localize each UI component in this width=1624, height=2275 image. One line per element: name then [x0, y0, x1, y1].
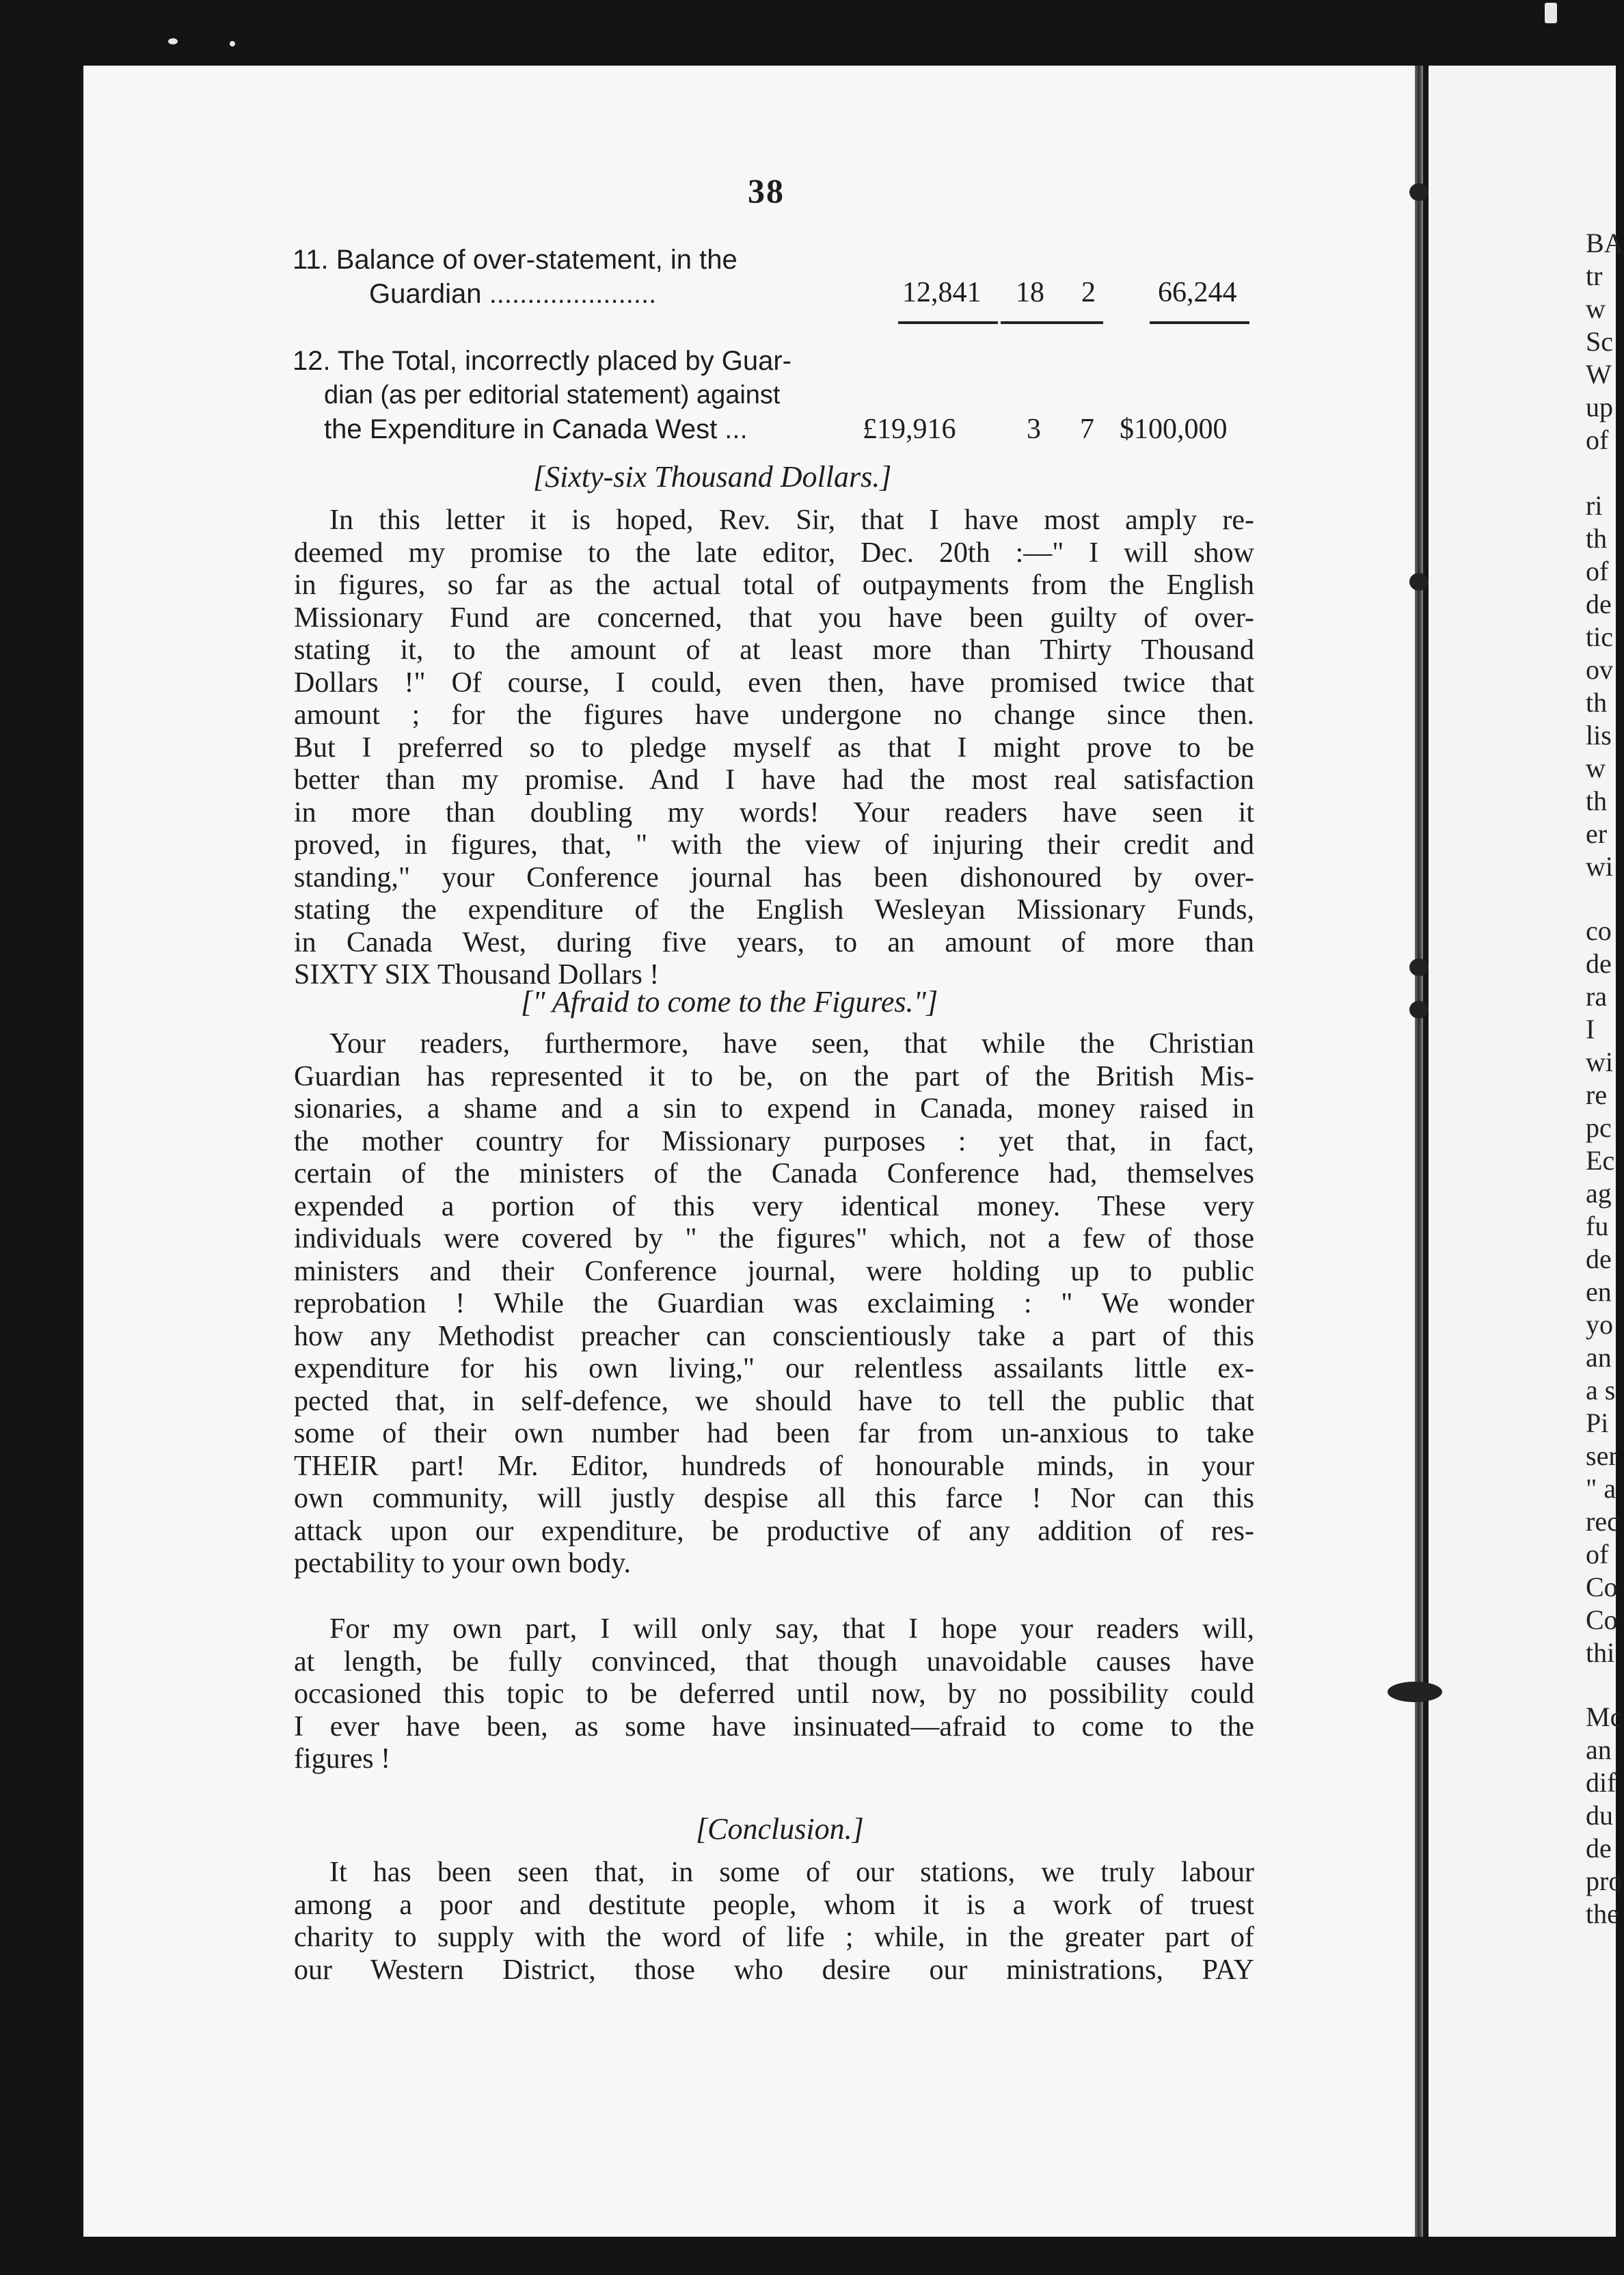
facing-page-fragment: tr: [1586, 260, 1603, 291]
text-line: some of their own number had been far from un-anxious to take: [294, 1418, 1254, 1449]
text-line: In this letter it is hoped, Rev. Sir, that I have most amply re-: [329, 504, 1254, 536]
facing-page-fragment: en: [1586, 1276, 1612, 1307]
facing-page-fragment: w: [1586, 293, 1606, 324]
facing-page-fragment: lis: [1586, 720, 1612, 751]
text-line: standing," your Conference journal has been dishonoured by over-: [294, 861, 1254, 893]
text-line: Missionary Fund are concerned, that you have been guilty of over-: [294, 602, 1254, 634]
text-line: expenditure for his own living," our relentless assailants little ex-: [294, 1353, 1254, 1384]
text-line: the mother country for Missionary purposes : yet that, in fact,: [294, 1125, 1254, 1157]
sum-rule: [898, 321, 998, 324]
text-line: THEIR part! Mr. Editor, hundreds of honourable minds, in your: [294, 1450, 1254, 1482]
facing-page-fragment: Co: [1586, 1572, 1618, 1602]
text-line: Dollars !" Of course, I could, even then, have promised twice that: [294, 667, 1254, 699]
text-line: own community, will justly despise all this farce ! Nor can this: [294, 1483, 1254, 1514]
binding-stitch: [1388, 1682, 1442, 1702]
facing-page-fragment: the: [1586, 1898, 1619, 1929]
text-line: For my own part, I will only say, that I hope your readers will,: [329, 1613, 1254, 1645]
text-line: stating the expenditure of the English Wesleyan Missionary Funds,: [294, 894, 1254, 926]
scan-speck: [168, 38, 178, 44]
text-line: ministers and their Conference journal, were holding up to public: [294, 1255, 1254, 1287]
text-line: in Canada West, during five years, to an amount of more than: [294, 926, 1254, 958]
text-line: our Western District, those who desire our ministrations, PAY: [294, 1954, 1254, 1986]
facing-page-fragment: pro: [1586, 1866, 1623, 1896]
item-12-pence: 7: [1080, 414, 1094, 445]
text-line: at length, be fully convinced, that though unavoidable causes have: [294, 1645, 1254, 1678]
item-12-line-1: 12. The Total, incorrectly placed by Guar-: [293, 346, 791, 376]
item-11-pounds: 12,841: [902, 277, 982, 308]
heading-afraid: [" Afraid to come to the Figures."]: [521, 985, 938, 1019]
facing-page-fragment: re: [1586, 1079, 1608, 1110]
text-line: expended a portion of this very identical money. These very: [294, 1190, 1254, 1222]
item-12-shillings: 3: [1027, 414, 1041, 445]
text-line: SIXTY SIX Thousand Dollars !: [294, 959, 660, 991]
page-number: 38: [748, 172, 785, 210]
text-line: proved, in figures, that, " with the view of injuring their credit and: [294, 829, 1254, 861]
item-11-pence: 2: [1081, 277, 1096, 308]
facing-page-fragment: w: [1586, 753, 1606, 783]
binding-stitch: [1409, 183, 1429, 201]
text-line: attack upon our expenditure, be productive of any addition of res-: [294, 1515, 1254, 1547]
facing-page-fragment: tic: [1586, 621, 1613, 652]
text-line: Your readers, furthermore, have seen, that while the Christian: [329, 1028, 1254, 1060]
text-line: But I preferred so to pledge myself as that I might prove to be: [294, 731, 1254, 764]
scan-speck: [230, 41, 235, 46]
item-12-pounds: £19,916: [863, 414, 956, 445]
facing-page-fragment: of: [1586, 425, 1609, 455]
sum-rule: [1150, 321, 1249, 324]
text-line: how any Methodist preacher can conscientiously take a part of this: [294, 1320, 1254, 1352]
item-11-shillings: 18: [1016, 277, 1044, 308]
sum-rule: [1001, 321, 1103, 324]
heading-sixty-six-thousand: [Sixty-six Thousand Dollars.]: [533, 460, 892, 494]
facing-page-fragment: Mc: [1586, 1701, 1623, 1732]
facing-page-fragment: ov: [1586, 654, 1613, 685]
item-12-dollars: $100,000: [1120, 414, 1228, 445]
text-line: occasioned this topic to be deferred until now, by no possibility could: [294, 1678, 1254, 1710]
facing-page-fragment: thi: [1586, 1637, 1615, 1668]
facing-page-fragment: an: [1586, 1342, 1612, 1373]
text-line: sionaries, a shame and a sin to expend in Canada, money raised in: [294, 1093, 1254, 1125]
facing-page-fragment: th: [1586, 687, 1608, 718]
facing-page-fragment: Co: [1586, 1604, 1618, 1635]
text-line: charity to supply with the word of life ; while, in the greater part of: [294, 1922, 1254, 1953]
facing-page-fragment: an: [1586, 1734, 1612, 1765]
facing-page-fragment: dif: [1586, 1767, 1616, 1798]
facing-page-fragment: of: [1586, 1539, 1609, 1570]
item-11-label: Guardian: [369, 279, 482, 309]
binding-stitch: [1409, 573, 1429, 591]
facing-page-fragment: de: [1586, 589, 1612, 619]
facing-page-fragment: " a: [1586, 1473, 1616, 1504]
facing-page-fragment: ser: [1586, 1440, 1618, 1471]
item-11-leader: ......................: [489, 279, 657, 309]
text-line: Guardian has represented it to be, on the part of the British Mis-: [294, 1060, 1254, 1092]
text-line: deemed my promise to the late editor, Dec. 20th :—" I will show: [294, 537, 1254, 569]
facing-page-fragment: pc: [1586, 1112, 1612, 1143]
text-line: pected that, in self-defence, we should have to tell the public that: [294, 1385, 1254, 1417]
facing-page-fragment: du: [1586, 1800, 1613, 1831]
facing-page-fragment: Sc: [1586, 326, 1613, 357]
facing-page-fragment: ri: [1586, 490, 1603, 521]
binding-stitch: [1409, 958, 1429, 976]
item-11-line-2: [369, 278, 656, 310]
text-line: among a poor and destitute people, whom it is a work of truest: [294, 1889, 1254, 1921]
facing-page-fragment: yo: [1586, 1309, 1613, 1340]
text-line: stating it, to the amount of at least more than Thirty Thousand: [294, 634, 1254, 666]
facing-page-fragment: wi: [1586, 851, 1613, 882]
binding-stitch: [1409, 1001, 1429, 1019]
facing-page-fragment: ra: [1586, 981, 1608, 1012]
facing-page-fragment: of: [1586, 556, 1609, 587]
text-line: amount ; for the figures have undergone no change since then.: [294, 699, 1254, 731]
text-line: individuals were covered by " the figures" which, not a few of those: [294, 1223, 1254, 1254]
text-line: reprobation ! While the Guardian was exclaiming : " We wonder: [294, 1288, 1254, 1319]
item-11-dollars: 66,244: [1158, 277, 1237, 308]
facing-page-fragment: BA: [1586, 228, 1624, 258]
text-line: pectability to your own body.: [294, 1548, 632, 1579]
facing-page-fragment: de: [1586, 948, 1612, 979]
facing-page-fragment: de: [1586, 1833, 1612, 1863]
item-12-line-2: dian (as per editorial statement) against: [324, 381, 781, 409]
facing-page-fragment: th: [1586, 785, 1608, 816]
facing-page-fragment: de: [1586, 1243, 1612, 1274]
facing-page-fragment: a s: [1586, 1375, 1616, 1405]
facing-page-fragment: wi: [1586, 1047, 1613, 1077]
facing-page-fragment: er: [1586, 818, 1608, 849]
text-line: figures !: [294, 1743, 391, 1775]
facing-page-fragment: I: [1586, 1014, 1595, 1045]
item-11-line-1: 11. Balance of over-statement, in the: [293, 245, 737, 275]
facing-page-fragment: th: [1586, 523, 1608, 554]
facing-page-fragment: rec: [1586, 1506, 1619, 1537]
text-line: in more than doubling my words! Your readers have seen it: [294, 796, 1254, 829]
scan-speck: [1545, 3, 1557, 23]
facing-page-fragment: fu: [1586, 1211, 1609, 1241]
facing-page-fragment: up: [1586, 392, 1613, 422]
facing-page-fragment: co: [1586, 915, 1612, 946]
text-line: certain of the ministers of the Canada Conference had, themselves: [294, 1158, 1254, 1189]
text-line: I ever have been, as some have insinuated—afraid to come to the: [294, 1710, 1254, 1742]
facing-page-fragment: ag: [1586, 1178, 1612, 1209]
text-line: in figures, so far as the actual total of outpayments from the English: [294, 569, 1254, 601]
book-gutter: [1415, 66, 1423, 2237]
facing-page-fragment: Pi: [1586, 1408, 1609, 1438]
text-line: It has been seen that, in some of our stations, we truly labour: [329, 1857, 1254, 1888]
heading-conclusion: [Conclusion.]: [696, 1812, 864, 1846]
facing-page-fragment: Ec: [1586, 1145, 1615, 1176]
text-line: better than my promise. And I have had the most real satisfaction: [294, 764, 1254, 796]
facing-page-fragment: W: [1586, 359, 1612, 390]
item-12-line-3: the Expenditure in Canada West ...: [324, 414, 748, 444]
